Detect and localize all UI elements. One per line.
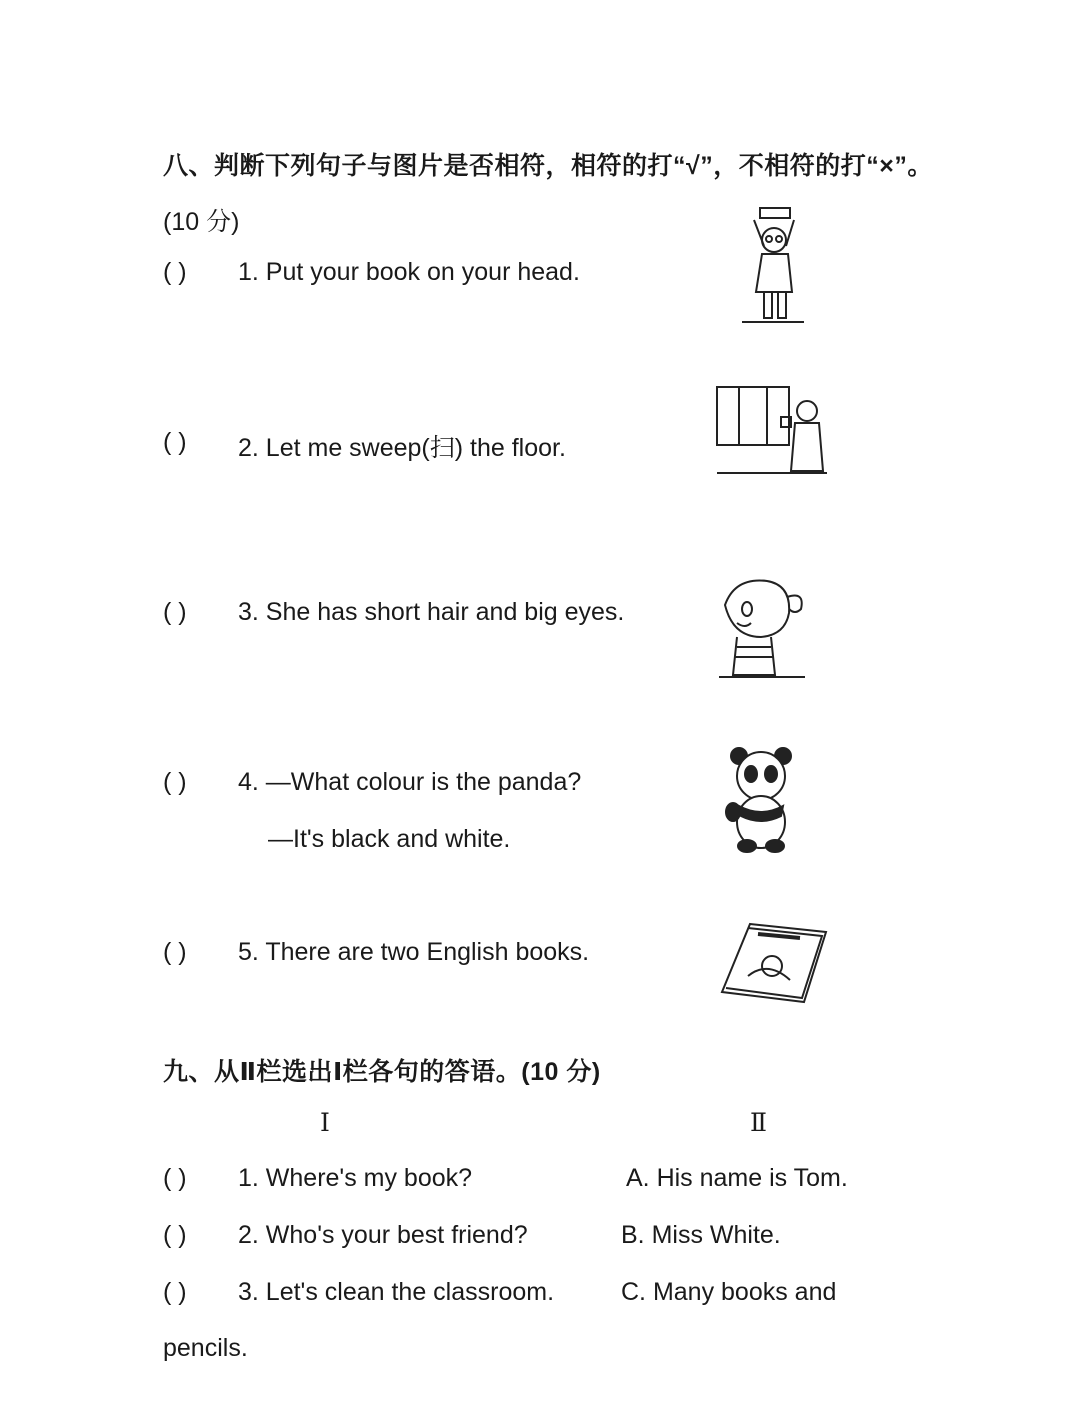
section-8-score: (10 分) [163, 208, 240, 236]
column-1-header: Ⅰ [320, 1110, 330, 1137]
column-2-header: Ⅱ [750, 1110, 767, 1137]
answer-blank[interactable]: ( ) [163, 598, 187, 626]
option-b: B. Miss White. [621, 1221, 781, 1249]
item-1-sentence: 1. Put your book on your head. [238, 258, 580, 286]
question-2: 2. Who's your best friend? [238, 1221, 528, 1249]
item-3-sentence: 3. She has short hair and big eyes. [238, 598, 625, 626]
option-c-continuation: pencils. [163, 1334, 248, 1362]
boy-holding-book-on-head-image [738, 206, 808, 324]
answer-blank[interactable]: ( ) [163, 1164, 187, 1192]
item-5-sentence: 5. There are two English books. [238, 938, 590, 966]
answer-blank[interactable]: ( ) [163, 768, 187, 796]
option-a: A. His name is Tom. [626, 1164, 848, 1192]
answer-blank[interactable]: ( ) [163, 258, 187, 286]
answer-blank[interactable]: ( ) [163, 1221, 187, 1249]
item-2-sentence: 2. Let me sweep(扫) the floor. [238, 434, 566, 462]
answer-blank[interactable]: ( ) [163, 1278, 187, 1306]
item-4-question: 4. —What colour is the panda? [238, 768, 582, 796]
question-1: 1. Where's my book? [238, 1164, 473, 1192]
item-4-answer: —It's black and white. [268, 825, 511, 853]
answer-blank[interactable]: ( ) [163, 428, 187, 456]
girl-with-ponytail-image [715, 575, 807, 679]
answer-blank[interactable]: ( ) [163, 938, 187, 966]
section-8-title: 八、判断下列句子与图片是否相符，相符的打“√”，不相符的打“×”。 [163, 152, 933, 180]
child-cleaning-window-image [715, 385, 830, 477]
storybook-image [718, 920, 828, 1006]
section-9-title: 九、从Ⅱ栏选出Ⅰ栏各句的答语。(10 分) [163, 1058, 601, 1086]
question-3: 3. Let's clean the classroom. [238, 1278, 555, 1306]
panda-image [725, 746, 797, 854]
option-c: C. Many books and [621, 1278, 837, 1306]
